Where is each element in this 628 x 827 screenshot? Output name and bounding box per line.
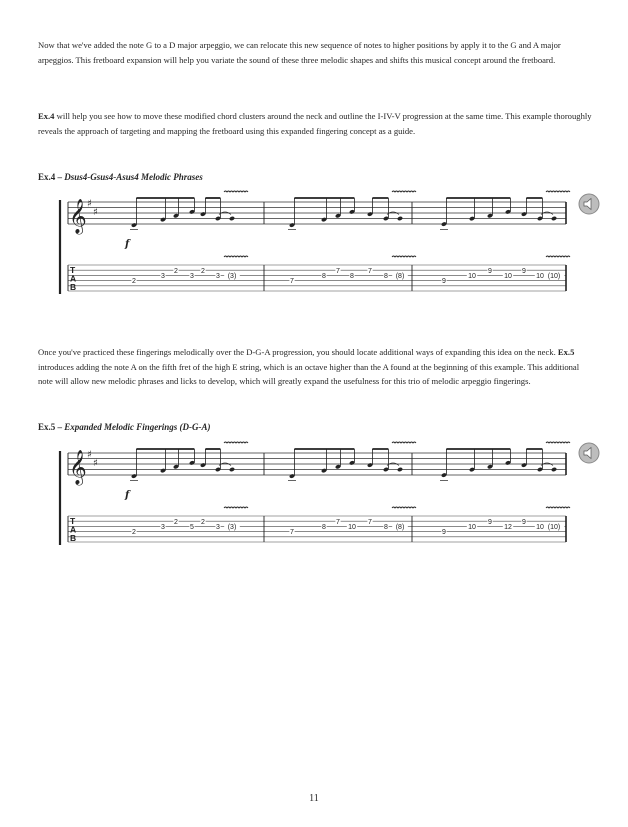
speaker-icon — [578, 193, 600, 215]
tab-fret-number: 7 — [368, 518, 372, 526]
tab-fret-number: 9 — [442, 529, 446, 537]
tab-fret-number: 7 — [290, 529, 294, 537]
tab-clef-letter: B — [70, 282, 77, 292]
tab-clef-letter: A — [70, 273, 77, 284]
ex5-notation — [56, 437, 574, 565]
tab-fret-number: 10 — [504, 273, 512, 280]
ex5-audio-button[interactable] — [578, 442, 600, 464]
ex4-reference: Ex.4 — [38, 111, 55, 121]
vibrato-mark — [224, 442, 248, 443]
tab-fret-number: 12 — [504, 524, 512, 531]
tab-fret-number: 2 — [201, 267, 205, 275]
tab-fret-number: 9 — [522, 518, 526, 526]
vibrato-mark — [546, 191, 570, 192]
tab-fret-number: 8 — [384, 524, 388, 531]
tab-fret-number: 2 — [201, 518, 205, 526]
tab-fret-number: 9 — [522, 267, 526, 275]
tab-fret-number: 7 — [290, 278, 294, 286]
vibrato-mark — [392, 507, 416, 508]
vibrato-mark — [392, 442, 416, 443]
tab-fret-number: 3 — [190, 273, 194, 280]
tab-fret-number: 8 — [384, 273, 388, 280]
tab-fret-number: (8) — [395, 524, 405, 531]
ex4-paragraph-text: will help you see how to move these modified chord clusters around the neck and outline the I-IV-V progression at the same time. This example thoroughly reveals the approach of targeting and mapping the fretboard using this expanded fingering concept as a guide. — [38, 111, 592, 136]
tab-fret-number: 10 — [536, 524, 544, 531]
dynamic-marking: f — [125, 490, 130, 501]
vibrato-mark — [546, 256, 570, 257]
treble-clef-icon: 𝄞 — [69, 450, 87, 485]
page-number: 11 — [309, 793, 319, 804]
sharp-icon: ♯ — [93, 206, 98, 218]
tab-fret-number: (10) — [547, 273, 561, 280]
tab-fret-number: 5 — [190, 524, 194, 531]
score-svg — [56, 186, 574, 314]
tab-fret-number: 2 — [174, 267, 178, 275]
tab-fret-number: 9 — [488, 267, 492, 275]
tab-fret-number: 10 — [348, 524, 356, 531]
speaker-icon — [578, 442, 600, 464]
ex5-paragraph-text-after: introduces adding the note A on the fifth fret of the high E string, which is an octave higher than the A found at the beginning of this example. This additional note will allow new melodic phrases and licks to develop, which will greatly expand the usefulness for this trio of melodic arpeggio fingerings. — [38, 361, 580, 386]
tab-fret-number: 3 — [161, 524, 165, 531]
dynamic-marking: f — [125, 239, 130, 250]
ex4-heading — [38, 172, 203, 182]
tab-fret-number: 7 — [368, 267, 372, 275]
ex5-reference: Ex.5 — [557, 347, 575, 357]
sharp-icon: ♯ — [93, 457, 98, 469]
note-head — [229, 467, 235, 472]
tab-fret-number: (10) — [547, 524, 561, 531]
ex5-heading — [38, 422, 211, 432]
ex5-heading-title: Expanded Melodic Fingerings (D-G-A) — [64, 422, 211, 432]
note-head — [397, 467, 403, 472]
tab-clef-letter: B — [70, 533, 77, 543]
vibrato-mark — [546, 507, 570, 508]
tab-fret-number: (8) — [395, 273, 405, 280]
tab-fret-number: 10 — [468, 273, 476, 280]
vibrato-mark — [392, 256, 416, 257]
vibrato-mark — [392, 191, 416, 192]
tab-fret-number: (3) — [227, 524, 237, 531]
tab-clef-letter: T — [70, 265, 76, 275]
tab-fret-number: 10 — [536, 273, 544, 280]
score-svg — [56, 437, 574, 565]
intro-paragraph: Now that we've added the note G to a D major arpeggio, we can relocate this new sequence of notes to higher positions by apply it to the G and A major arpeggios. This fretboard expansion will help you variate the sound of these three melodic shapes and shifts this musical concept around the fretboard. — [38, 40, 561, 65]
vibrato-mark — [224, 507, 248, 508]
ex5-paragraph-text-before: Once you've practiced these fingerings melodically over the D-G-A progression, you should locate additional ways of expanding this idea on the neck. — [38, 347, 558, 357]
tab-fret-number: 2 — [174, 518, 178, 526]
tab-fret-number: 3 — [161, 273, 165, 280]
tab-fret-number: 2 — [132, 278, 136, 286]
tab-fret-number: 8 — [350, 273, 354, 280]
note-head — [551, 216, 557, 221]
note-head — [551, 467, 557, 472]
ex4-audio-button[interactable] — [578, 193, 600, 215]
vibrato-mark — [546, 442, 570, 443]
ex4-paragraph — [38, 109, 594, 138]
ex4-notation — [56, 186, 574, 314]
sharp-icon: ♯ — [87, 449, 92, 461]
tab-fret-number: 10 — [468, 524, 476, 531]
ex4-heading-label: Ex.4 – — [38, 172, 65, 182]
tab-fret-number: 9 — [488, 518, 492, 526]
vibrato-mark — [224, 191, 248, 192]
vibrato-mark — [224, 256, 248, 257]
tab-clef-letter: A — [70, 524, 77, 535]
tab-fret-number: 7 — [336, 267, 340, 275]
tab-fret-number: 7 — [336, 518, 340, 526]
note-head — [229, 216, 235, 221]
ex5-paragraph — [38, 345, 594, 389]
sharp-icon: ♯ — [87, 198, 92, 210]
tab-fret-number: 2 — [132, 529, 136, 537]
ex5-heading-label: Ex.5 – — [38, 422, 65, 432]
tab-fret-number: 3 — [216, 273, 220, 280]
tab-clef-letter: T — [70, 516, 76, 526]
note-head — [397, 216, 403, 221]
tab-fret-number: 3 — [216, 524, 220, 531]
tab-fret-number: 8 — [322, 524, 326, 531]
treble-clef-icon: 𝄞 — [69, 199, 87, 234]
tab-fret-number: 8 — [322, 273, 326, 280]
tab-fret-number: 9 — [442, 278, 446, 286]
tab-fret-number: (3) — [227, 273, 237, 280]
ex4-heading-title: Dsus4-Gsus4-Asus4 Melodic Phrases — [64, 172, 203, 182]
